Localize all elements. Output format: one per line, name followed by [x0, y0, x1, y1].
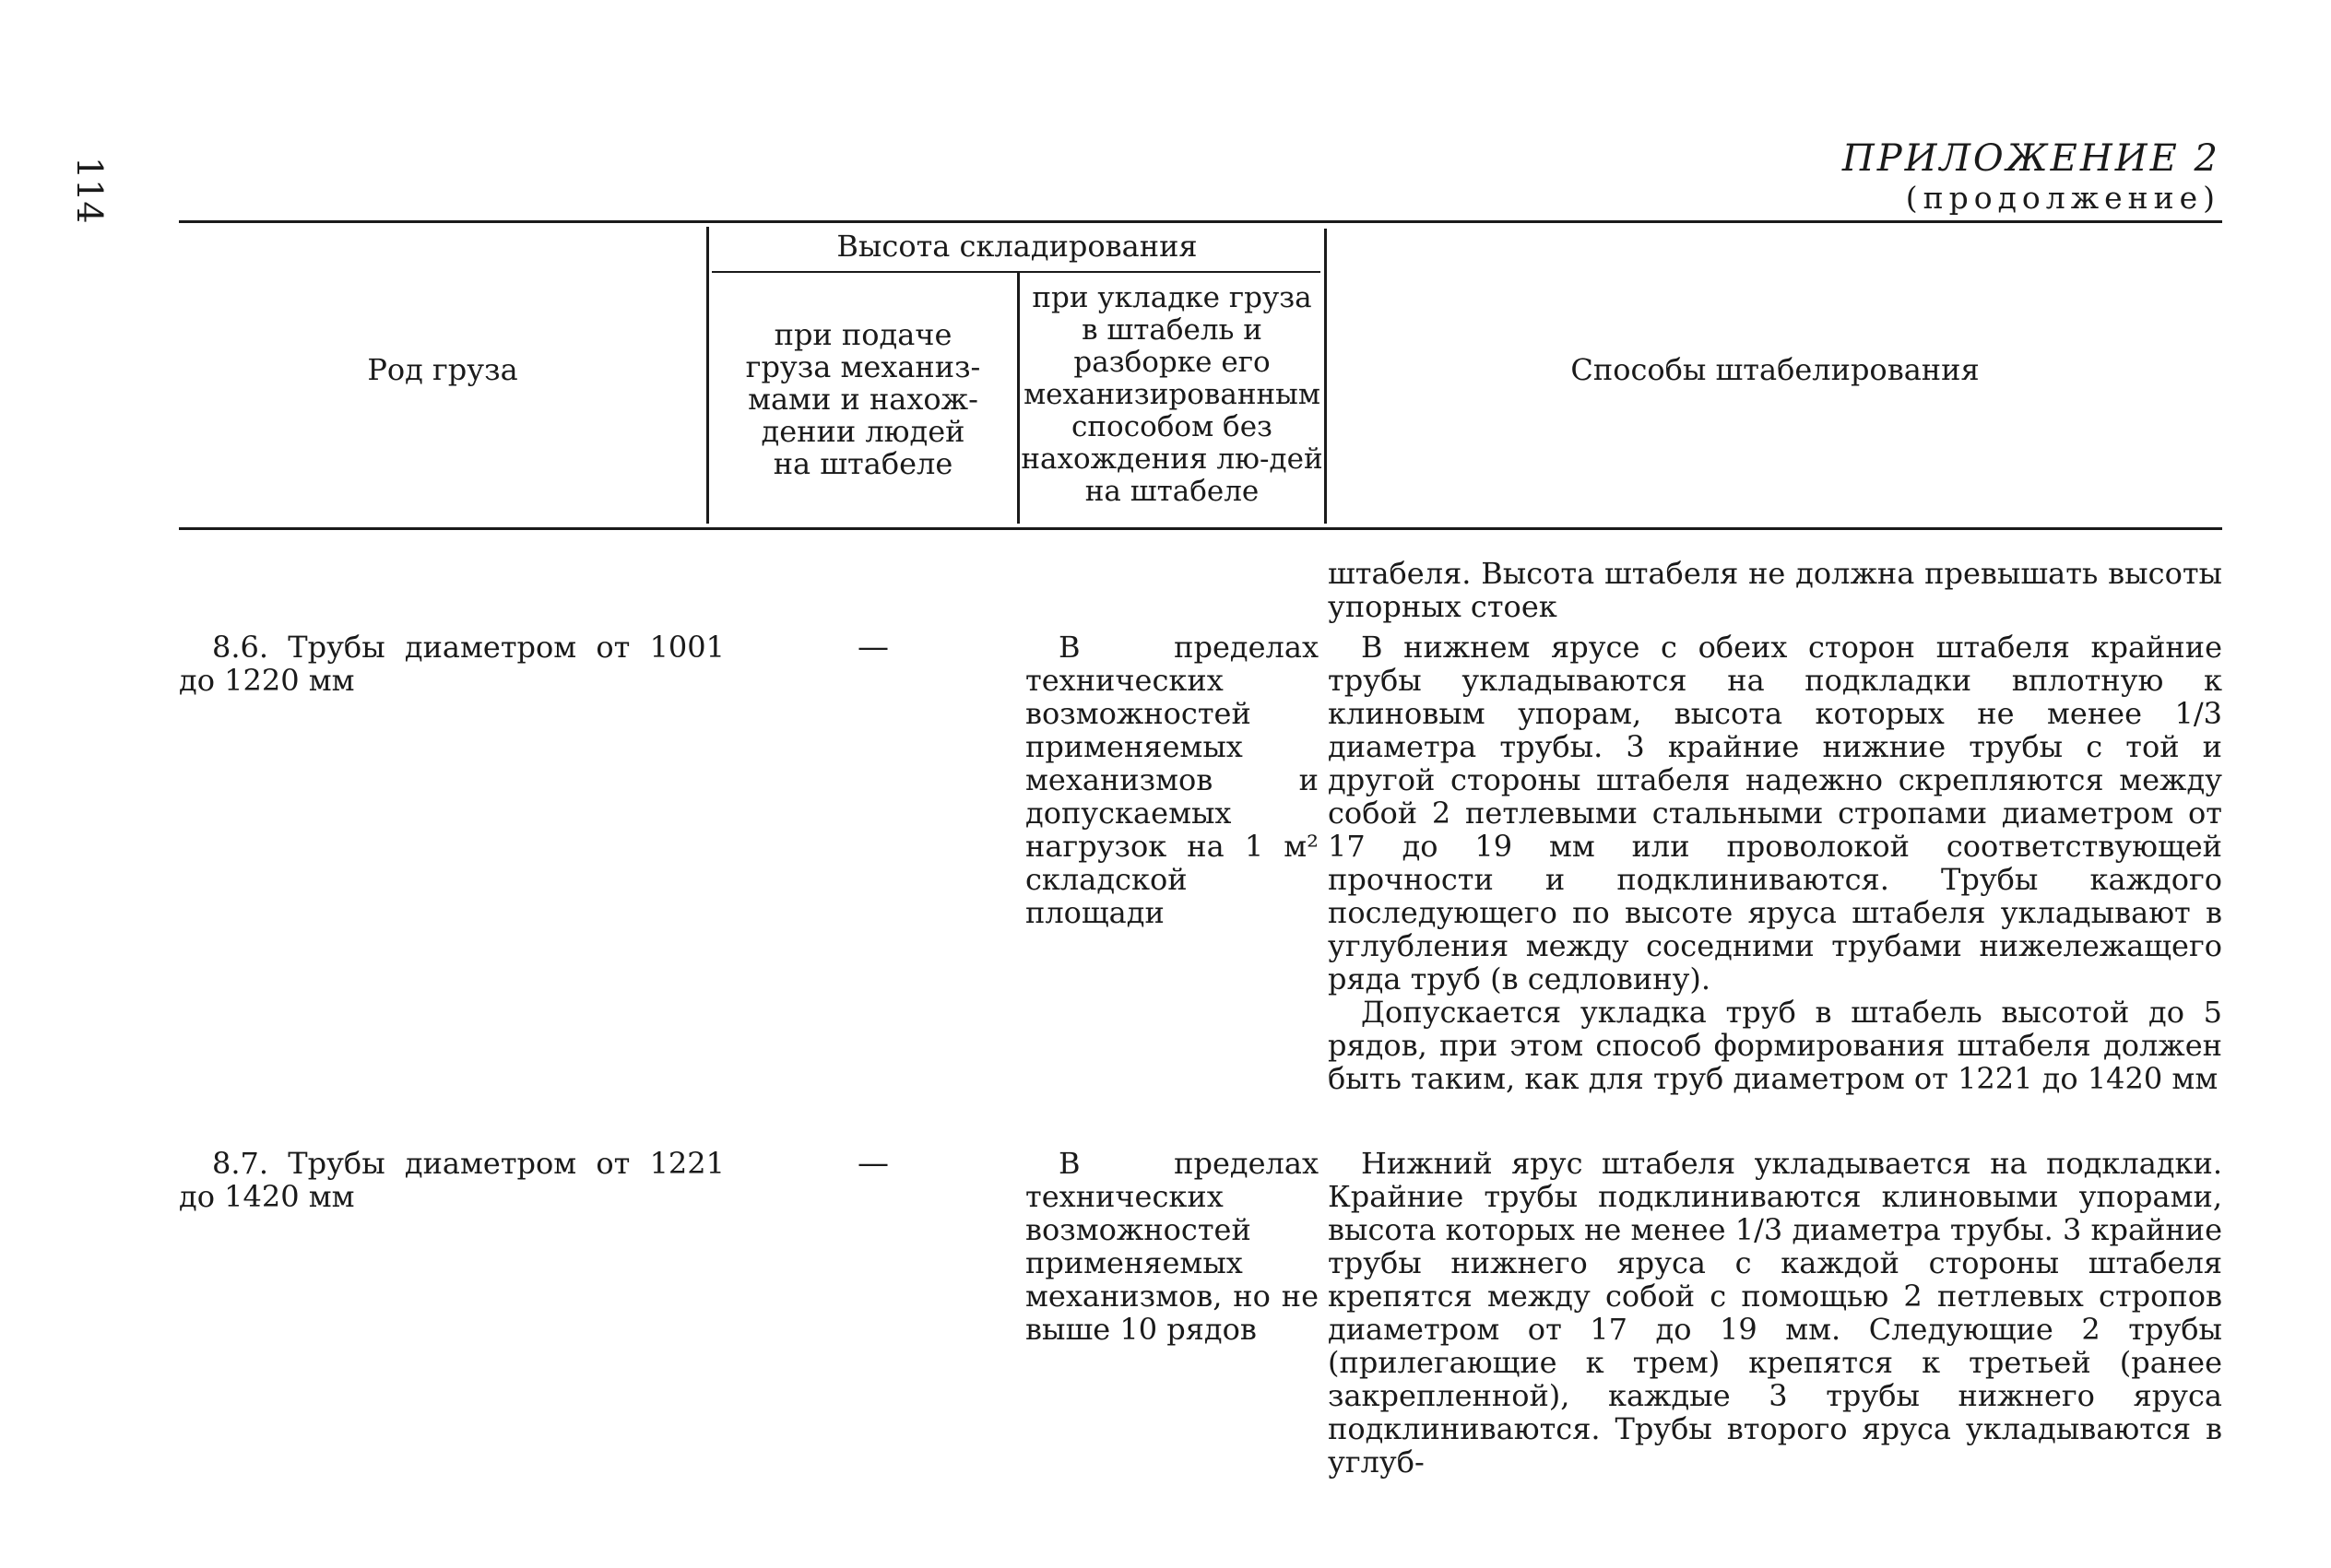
header-height-mechanized: при укладке груза в штабель и разборке его механизированным способом без нахождения лю-дей на штабеле — [1021, 281, 1323, 508]
header-bottom-rule — [179, 527, 2222, 530]
row-8-7-cargo: 8.7. Трубы диаметром от 1221 до 1420 мм — [179, 1146, 725, 1214]
row-8-7-height-mechanized: В пределах технических возможностей применяемых механизмов, но не выше 10 рядов — [1025, 1146, 1319, 1347]
page-number: 114 — [69, 157, 110, 224]
row-8-6-methods-p2: Допускается укладка труб в штабель высотой до 5 рядов, при этом способ формирования штабеля должен быть таким, как для труб диаметром от 1221 до 1420 мм — [1328, 995, 2222, 1096]
row-8-6-height-people: — — [858, 629, 889, 666]
appendix-title: ПРИЛОЖЕНИЕ 2 — [1841, 137, 2220, 180]
header-storage-height: Высота складирования — [836, 229, 1198, 264]
row-8-7-height-people: — — [858, 1145, 889, 1182]
header-height-people: при подаче груза механиз-мами и нахож-дении людей на штабеле — [745, 317, 981, 481]
methods-continuation: штабеля. Высота штабеля не должна превышать высоты упорных стоек — [1328, 556, 2222, 624]
storage-height-rule — [712, 271, 1320, 273]
header-vline-1 — [706, 227, 709, 524]
header-vline-3 — [1324, 229, 1327, 524]
table-top-rule — [179, 220, 2222, 223]
row-8-6-cargo: 8.6. Трубы диаметром от 1001 до 1220 мм — [179, 630, 725, 698]
row-8-6-methods-p1: В нижнем ярусе с обеих сторон штабеля крайние трубы укладываются на подкладки вплотную к клиновым упорам, высота которых не менее 1/3 диаметра трубы. 3 крайние нижние трубы с той и другой стороны штабеля надежно скрепляются между собой 2 петлевыми стальными стропами диаметром от 17 до 19 мм или проволокой соответствующей прочности и подклиниваются. Трубы каждого последующего по высоте яруса штабеля укладывают в углубления между соседними трубами нижележащего ряда труб (в седловину). — [1328, 630, 2222, 996]
row-8-7-methods-p1: Нижний ярус штабеля укладывается на подкладки. Крайние трубы подклиниваются клиновыми упорами, высота которых не менее 1/3 диаметра трубы. 3 крайние трубы нижнего яруса с каждой стороны штабеля крепятся между собой с помощью 2 петлевых стропов диаметром от 17 до 19 мм. Следующие 2 трубы (прилегающие к трем) крепятся к третьей (ранее закрепленной), каждые 3 трубы нижнего яруса подклиниваются. Трубы второго яруса укладываются в углуб- — [1328, 1146, 2222, 1480]
row-8-6-height-mechanized: В пределах технических возможностей применяемых механизмов и допускаемых нагрузок на 1 м² складской площади — [1025, 630, 1319, 930]
header-cargo-type: Род груза — [367, 352, 518, 387]
header-methods: Способы штабелирования — [1570, 352, 1980, 387]
appendix-subtitle: (продолжение) — [1905, 180, 2220, 216]
